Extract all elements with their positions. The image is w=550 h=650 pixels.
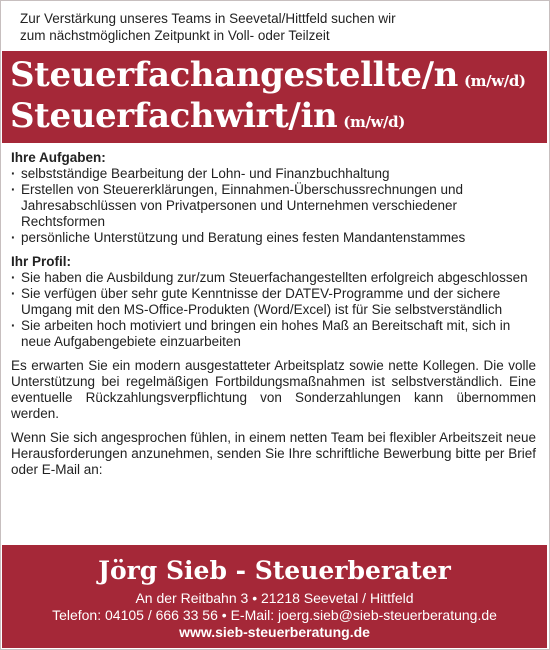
tasks-list	[11, 166, 536, 246]
intro-text	[20, 10, 490, 44]
apply-paragraph: Wenn Sie sich angesprochen fühlen, in einem netten Team bei flexibler Arbeitszeit neue Herausforderungen anzunehmen, senden Sie Ihre schriftliche Bewerbung bitte per Brief oder E-Mail an:	[11, 430, 536, 477]
offer-paragraph: Es erwarten Sie ein modern ausgestatteter Arbeitsplatz sowie nette Kollegen. Die volle Unterstützung bei regelmäßigen Fortbildungsmaßnahmen ist selbstverständlich. Eine eventuelle Rückzahlungsverpflichtung von Sonderzahlungen kann übernommen werden.	[11, 358, 536, 421]
job-title-2	[10, 96, 405, 142]
ad-body	[11, 150, 536, 486]
job-title-1-text: Steuerfachangestellte/n	[10, 55, 458, 95]
job-title-1-suffix: (m/w/d)	[463, 72, 526, 90]
list-item: · selbstständige Bearbeitung der Lohn- und Finanzbuchhaltung	[11, 166, 536, 182]
contact-footer	[2, 545, 547, 648]
list-item: · Sie haben die Ausbildung zur/zum Steuerfachangestellten erfolgreich abgeschlossen	[11, 270, 536, 286]
profile-list	[11, 270, 536, 350]
company-website-link[interactable]: www.sieb-steuerberatung.de	[179, 624, 370, 640]
job-title-1	[10, 55, 526, 101]
intro-line-1: Zur Verstärkung unseres Teams in Seevetal/Hittfeld suchen wir	[20, 11, 396, 26]
profile-heading: Ihr Profil:	[11, 254, 71, 269]
tasks-heading: Ihre Aufgaben:	[11, 150, 106, 165]
company-name: Jörg Sieb - Steuerberater	[98, 556, 451, 585]
list-item: · Erstellen von Steuererklärungen, Einnahmen-Überschussrechnungen und Jahresabschlüssen von Privatpersonen und Unternehmen verschiedener Rechtsformen	[11, 182, 536, 230]
job-title-2-text: Steuerfachwirt/in	[10, 96, 338, 136]
job-title-2-suffix: (m/w/d)	[343, 113, 405, 131]
intro-line-2: zum nächstmöglichen Zeitpunkt in Voll- oder Teilzeit	[20, 28, 330, 43]
company-address: An der Reitbahn 3 • 21218 Seevetal / Hittfeld	[135, 590, 414, 606]
company-contact: Telefon: 04105 / 666 33 56 • E-Mail: joerg.sieb@sieb-steuerberatung.de	[52, 607, 497, 623]
list-item: · persönliche Unterstützung und Beratung eines festen Mandantenstammes	[11, 230, 536, 246]
list-item: · Sie arbeiten hoch motiviert und bringen ein hohes Maß an Bereitschaft mit, sich in neue Aufgabengebiete einzuarbeiten	[11, 318, 536, 350]
list-item: · Sie verfügen über sehr gute Kenntnisse der DATEV-Programme und der sichere Umgang mit den MS-Office-Produkten (Word/Excel) ist für Sie selbstverständlich	[11, 286, 536, 318]
